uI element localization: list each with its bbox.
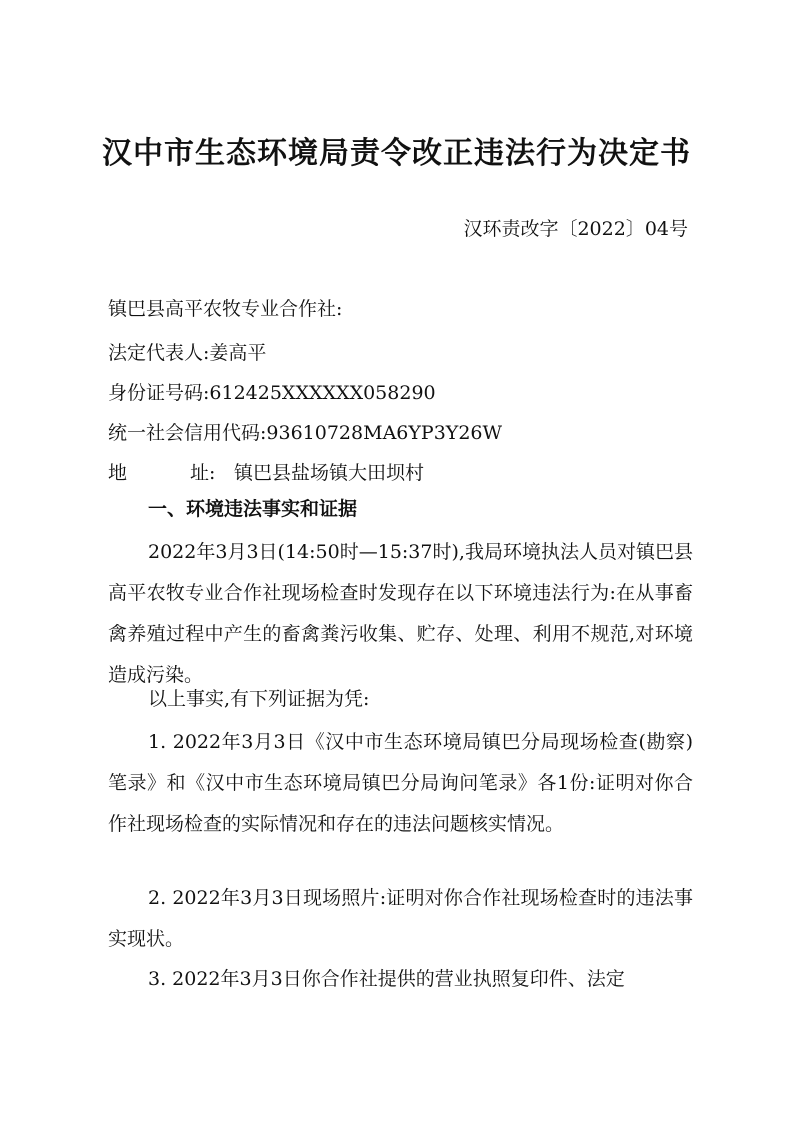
document-title: 汉中市生态环境局责令改正违法行为决定书 [102,136,691,171]
paragraph-evidence-1: 1. 2022年3月3日《汉中市生态环境局镇巴分局现场检查(勘察)笔录》和《汉中市生态环境局镇巴分局询问笔录》各1份:证明对你合作社现场检查的实际情况和存在的违法问题核实情况。 [108,731,693,835]
paragraph-violation-facts: 2022年3月3日(14:50时—15:37时),我局环境执法人员对镇巴县高平农牧专业合作社现场检查时发现存在以下环境违法行为:在从事畜禽养殖过程中产生的畜禽粪污收集、贮存、处理、利用不规范,对环境造成污染。 [108,541,693,686]
section-heading: 一、环境违法事实和证据 [148,498,358,520]
address-line [108,458,424,485]
legal-representative-line: 法定代表人:姜高平 [108,342,267,364]
paragraph-evidence-2: 2. 2022年3月3日现场照片:证明对你合作社现场检查时的违法事实现状。 [108,887,693,950]
document-number: 汉环责改字〔2022〕04号 [463,218,688,240]
credit-code-line: 统一社会信用代码:93610728MA6YP3Y26W [108,422,503,444]
address-label-part1: 地 [108,462,128,484]
paragraph-evidence-3: 3. 2022年3月3日你合作社提供的营业执照复印件、法定 [148,968,625,990]
address-label-part2: 址: [190,462,216,484]
id-number-line: 身份证号码:612425XXXXXX058290 [108,382,436,404]
paragraph-evidence-intro: 以上事实,有下列证据为凭: [148,688,370,710]
address-value: 镇巴县盐场镇大田坝村 [234,462,425,484]
address-label [108,458,234,485]
recipient-line: 镇巴县高平农牧专业合作社: [108,298,343,320]
